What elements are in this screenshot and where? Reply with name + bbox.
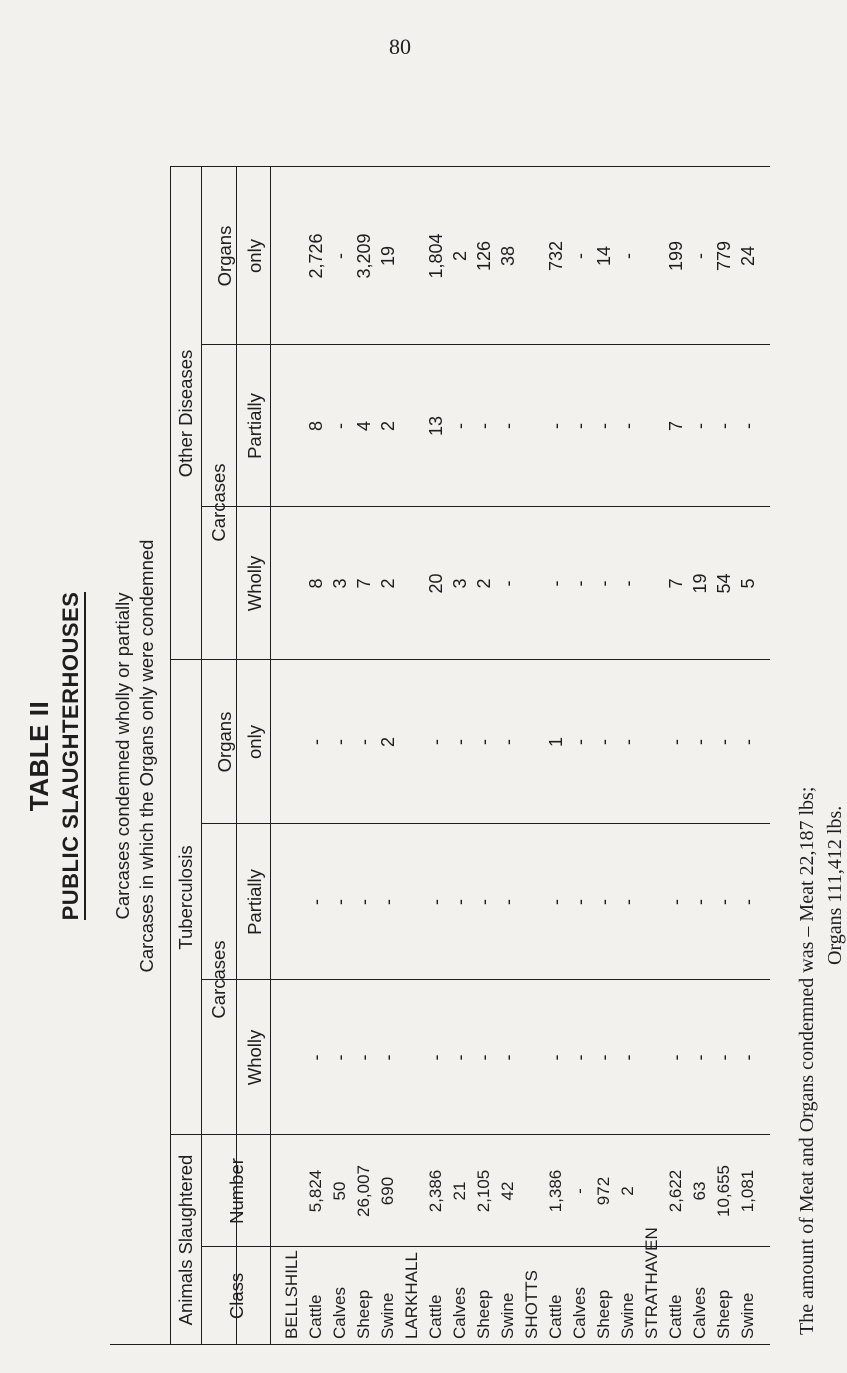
od-wholly-cell: - <box>594 580 614 587</box>
class-cell: Cattle <box>426 1294 445 1339</box>
footer-line-2: Organs 111,412 lbs. <box>824 805 846 965</box>
footer-line-1: The amount of Meat and Organs condemned was – Meat 22,187 lbs; <box>796 786 818 1335</box>
od-organs-cell: 24 <box>738 245 758 267</box>
od-organs-cell: - <box>618 253 638 259</box>
tb-wholly-cell: - <box>546 1054 566 1061</box>
rotated-table <box>24 167 846 1345</box>
tb-organs-cell: - <box>474 739 494 745</box>
tb-wholly-cell: - <box>666 1054 686 1061</box>
subtitle-text: PUBLIC SLAUGHTERHOUSES <box>58 592 86 921</box>
number-cell: 5,824 <box>306 1169 325 1213</box>
tb-wholly-cell: - <box>330 1054 350 1061</box>
tb-partially-cell: - <box>474 899 494 905</box>
class-cell: SHOTTS <box>522 1270 541 1339</box>
rule-left <box>110 1344 770 1345</box>
tb-wholly-cell <box>520 980 544 1135</box>
class-cell: Cattle <box>546 1294 565 1339</box>
tb-wholly-cell <box>400 980 424 1135</box>
od-organs-cell <box>520 167 544 345</box>
tb-organs-cell: - <box>714 739 734 745</box>
class-cell: Swine <box>738 1292 757 1339</box>
od-organs-cell <box>400 167 424 345</box>
tb-organs-cell <box>400 660 424 824</box>
tb-partially-cell: - <box>354 899 374 905</box>
tb-wholly-cell: - <box>570 1054 590 1061</box>
header-class: Class <box>226 1272 247 1320</box>
number-cell <box>280 1135 304 1247</box>
class-cell: Sheep <box>354 1289 373 1339</box>
tb-organs-cell: - <box>690 739 710 745</box>
tb-organs-cell: - <box>570 739 590 745</box>
class-cell: Sheep <box>594 1289 613 1339</box>
number-cell: 2 <box>618 1186 637 1196</box>
od-organs-cell: 3,209 <box>354 233 374 279</box>
header-tb-organs-only <box>214 660 266 824</box>
od-partially-cell: 8 <box>306 421 326 432</box>
number-cell: 972 <box>594 1176 613 1206</box>
tb-wholly-cell: - <box>714 1054 734 1061</box>
tb-partially-cell <box>520 824 544 980</box>
number-cell: 50 <box>330 1181 349 1201</box>
od-partially-cell: - <box>714 423 734 429</box>
od-organs-cell: 19 <box>378 245 398 267</box>
od-wholly-cell: - <box>498 580 518 587</box>
tb-organs-cell: - <box>498 739 518 745</box>
number-cell: 63 <box>690 1181 709 1201</box>
tb-organs-cell: - <box>666 739 686 745</box>
od-wholly-cell: 8 <box>306 578 326 589</box>
od-organs-cell: - <box>690 253 710 259</box>
od-partially-cell <box>400 345 424 507</box>
number-cell: 21 <box>450 1181 469 1201</box>
od-wholly-cell <box>520 507 544 660</box>
tb-partially-cell: - <box>618 899 638 905</box>
class-cell: Calves <box>690 1287 709 1339</box>
tb-wholly-cell: - <box>594 1054 614 1061</box>
class-cell: Calves <box>330 1287 349 1339</box>
number-cell: 26,007 <box>354 1165 373 1217</box>
tb-wholly-cell: - <box>378 1054 398 1061</box>
od-wholly-cell: - <box>546 580 566 587</box>
od-organs-cell: 38 <box>498 245 518 267</box>
od-partially-cell: - <box>738 423 758 429</box>
tb-organs-cell: - <box>354 739 374 745</box>
od-wholly-cell: 7 <box>666 578 686 589</box>
tb-partially-cell: - <box>426 899 446 905</box>
tb-partially-cell <box>640 824 664 980</box>
od-organs-cell: 2,726 <box>306 233 326 279</box>
tb-partially-cell: - <box>450 899 470 905</box>
od-wholly-cell: - <box>618 580 638 587</box>
class-cell: STRATHAVEN <box>642 1227 661 1339</box>
od-partially-cell <box>640 345 664 507</box>
od-organs-cell <box>280 167 304 345</box>
class-cell: BELLSHILL <box>282 1250 301 1339</box>
tb-organs-cell: 2 <box>378 737 398 748</box>
od-partially-cell: 4 <box>354 421 374 432</box>
number-cell: 690 <box>378 1176 397 1206</box>
header-other-diseases: Other Diseases <box>175 349 196 478</box>
tb-wholly-cell: - <box>738 1054 758 1061</box>
tb-organs-cell: - <box>594 739 614 745</box>
tb-partially-cell: - <box>306 899 326 905</box>
class-cell: Sheep <box>714 1289 733 1339</box>
od-wholly-cell: 3 <box>450 578 470 589</box>
description-line-2: Carcases in which the Organs only were condemned <box>136 539 157 973</box>
od-wholly-cell: 2 <box>474 578 494 589</box>
od-partially-cell: - <box>570 423 590 429</box>
od-partially-cell <box>520 345 544 507</box>
tb-partially-cell: - <box>738 899 758 905</box>
tb-wholly-cell: - <box>690 1054 710 1061</box>
tb-partially-cell: - <box>330 899 350 905</box>
header-tb-partially: Partially <box>244 869 265 935</box>
rule-top <box>170 167 171 1345</box>
tb-wholly-cell <box>640 980 664 1135</box>
table-title: TABLE II <box>24 700 54 812</box>
tb-partially-cell: - <box>594 899 614 905</box>
od-partially-cell: - <box>594 423 614 429</box>
tb-organs-cell: 1 <box>546 737 566 748</box>
number-cell: 2,622 <box>666 1169 685 1213</box>
tb-organs-cell: - <box>306 739 326 745</box>
header-od-wholly: Wholly <box>244 555 265 612</box>
tb-wholly-cell <box>280 980 304 1135</box>
tb-organs-cell: - <box>450 739 470 745</box>
od-partially-cell: - <box>450 423 470 429</box>
page-number: 80 <box>389 34 411 59</box>
od-partially-cell: 2 <box>378 421 398 432</box>
od-partially-cell: - <box>498 423 518 429</box>
od-organs-cell: 1,804 <box>426 233 446 279</box>
table-subtitle <box>58 167 84 1345</box>
od-partially-cell <box>280 345 304 507</box>
tb-organs-cell: - <box>738 739 758 745</box>
od-organs-cell: 199 <box>666 240 686 272</box>
od-wholly-cell: 5 <box>738 578 758 589</box>
class-cell: Calves <box>450 1287 469 1339</box>
od-wholly-cell: 7 <box>354 578 374 589</box>
od-wholly-cell <box>400 507 424 660</box>
class-cell: Sheep <box>474 1289 493 1339</box>
tb-partially-cell: - <box>690 899 710 905</box>
tb-organs-cell <box>520 660 544 824</box>
number-cell: 42 <box>498 1181 517 1201</box>
tb-wholly-cell: - <box>354 1054 374 1061</box>
od-organs-cell: 779 <box>714 240 734 272</box>
number-cell: 2,386 <box>426 1169 445 1213</box>
tb-organs-cell: - <box>426 739 446 745</box>
tb-wholly-cell: - <box>474 1054 494 1061</box>
tb-partially-cell <box>280 824 304 980</box>
tb-wholly-cell: - <box>618 1054 638 1061</box>
class-cell: Cattle <box>306 1294 325 1339</box>
header-tb-wholly: Wholly <box>244 1029 265 1086</box>
description-line-1: Carcases condemned wholly or partially <box>112 592 133 920</box>
tb-wholly-cell: - <box>306 1054 326 1061</box>
class-cell: LARKHALL <box>402 1252 421 1339</box>
od-organs-word: Organs <box>214 225 235 287</box>
header-tuberculosis: Tuberculosis <box>175 845 196 950</box>
number-cell <box>400 1135 424 1247</box>
number-cell <box>640 1135 664 1247</box>
number-cell <box>520 1135 544 1247</box>
od-partially-cell: - <box>546 423 566 429</box>
od-partially-cell: - <box>618 423 638 429</box>
number-cell: 1,386 <box>546 1169 565 1213</box>
class-cell: Swine <box>618 1292 637 1339</box>
header-animals-slaughtered: Animals Slaughtered <box>175 1154 196 1326</box>
tb-organs-cell <box>280 660 304 824</box>
header-tb-carcases: Carcases <box>208 940 229 1019</box>
tb-wholly-cell: - <box>450 1054 470 1061</box>
class-cell: Swine <box>498 1292 517 1339</box>
tb-partially-cell: - <box>378 899 398 905</box>
od-wholly-cell: 54 <box>714 573 734 594</box>
od-wholly-cell: - <box>570 580 590 587</box>
number-cell: 2,105 <box>474 1169 493 1213</box>
od-organs-cell: 126 <box>474 240 494 272</box>
class-cell: Calves <box>570 1287 589 1339</box>
od-partially-cell: - <box>690 423 710 429</box>
class-cell: Swine <box>378 1292 397 1339</box>
number-cell: - <box>570 1188 589 1194</box>
tb-partially-cell: - <box>666 899 686 905</box>
tb-organs-cell <box>640 660 664 824</box>
header-od-organs-only <box>214 167 266 345</box>
od-only-word: only <box>244 239 265 273</box>
od-organs-cell: 2 <box>450 251 470 262</box>
tb-partially-cell <box>400 824 424 980</box>
od-wholly-cell: 3 <box>330 578 350 589</box>
tb-partially-cell: - <box>570 899 590 905</box>
header-od-carcases: Carcases <box>208 463 229 542</box>
od-organs-cell <box>640 167 664 345</box>
tb-organs-cell: - <box>618 739 638 745</box>
od-wholly-cell: 20 <box>426 573 446 594</box>
od-partially-cell: - <box>330 423 350 429</box>
od-organs-cell: - <box>570 253 590 259</box>
od-organs-cell: - <box>330 253 350 259</box>
od-wholly-cell: 19 <box>690 573 710 594</box>
class-cell: Cattle <box>666 1294 685 1339</box>
od-partially-cell: - <box>474 423 494 429</box>
od-wholly-cell <box>280 507 304 660</box>
tb-wholly-cell: - <box>498 1054 518 1061</box>
od-partially-cell: 13 <box>426 415 446 437</box>
od-organs-cell: 14 <box>594 245 614 267</box>
number-cell: 10,655 <box>714 1165 733 1217</box>
header-number: Number <box>226 1158 247 1224</box>
tb-only-word: only <box>244 725 265 759</box>
header-od-partially: Partially <box>244 393 265 459</box>
od-wholly-cell <box>640 507 664 660</box>
tb-organs-cell: - <box>330 739 350 745</box>
tb-organs-word: Organs <box>214 711 235 773</box>
od-partially-cell: 7 <box>666 421 686 432</box>
tb-partially-cell: - <box>498 899 518 905</box>
tb-partially-cell: - <box>714 899 734 905</box>
od-wholly-cell: 2 <box>378 578 398 589</box>
tb-wholly-cell: - <box>426 1054 446 1061</box>
od-organs-cell: 732 <box>546 240 566 272</box>
number-cell: 1,081 <box>738 1169 757 1213</box>
tb-partially-cell: - <box>546 899 566 905</box>
